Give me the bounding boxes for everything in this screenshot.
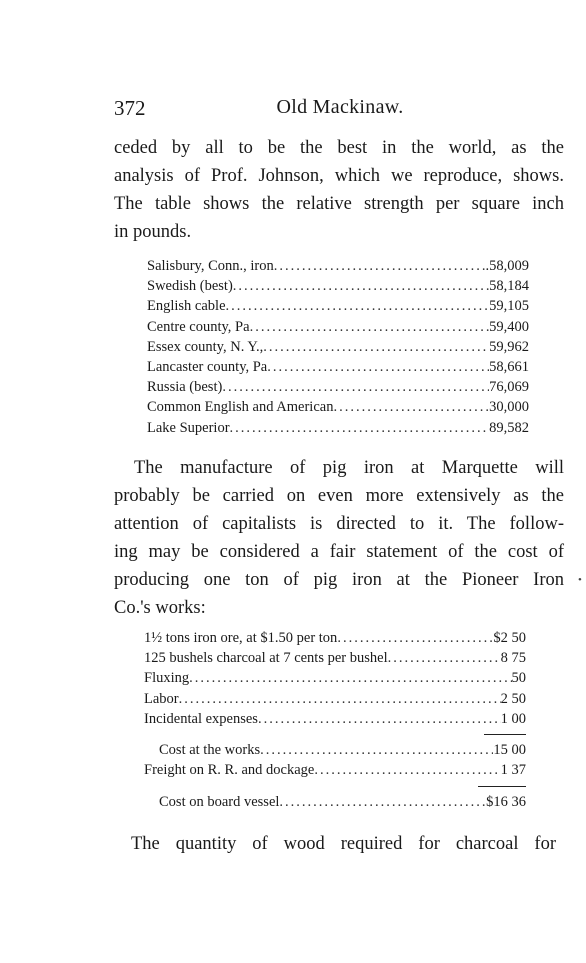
total-row bbox=[144, 792, 526, 812]
row-value: .58,009 bbox=[485, 258, 529, 274]
row-value: 59,400 bbox=[489, 318, 529, 335]
row-label: Salisbury, Conn., iron bbox=[147, 258, 274, 274]
row-label: Lake Superior bbox=[147, 419, 230, 436]
row-value: 89,582 bbox=[489, 419, 529, 436]
text-line: ceded by all to be the best in the world, as the bbox=[114, 138, 564, 158]
row-label: 1½ tons iron ore, at $1.50 per ton bbox=[144, 630, 338, 646]
row-label: Freight on R. R. and dockage bbox=[144, 762, 315, 779]
subtotal-row bbox=[144, 740, 526, 760]
row-value: 30,000 bbox=[489, 399, 529, 416]
table-row bbox=[147, 276, 529, 296]
table-row bbox=[147, 418, 529, 438]
leader-dots bbox=[388, 648, 501, 668]
row-label: Incidental expenses bbox=[144, 710, 258, 727]
table-row bbox=[147, 397, 529, 417]
page-number: 372 bbox=[114, 96, 146, 120]
row-value: 15 00 bbox=[493, 742, 526, 759]
row-label: Swedish (best) bbox=[147, 278, 233, 295]
row-value: 58,661 bbox=[489, 359, 529, 376]
table-row bbox=[144, 709, 526, 729]
text-line: The table shows the relative strength per square inch bbox=[114, 194, 564, 214]
row-label: Lancaster county, Pa bbox=[147, 359, 268, 376]
text-line: The manufacture of pig iron at Marquette will bbox=[134, 458, 564, 478]
row-label: Essex county, N. Y., bbox=[147, 338, 264, 355]
text-line: attention of capitalists is directed to it. The follow- bbox=[114, 514, 564, 534]
table-row bbox=[147, 296, 529, 316]
leader-dots bbox=[179, 689, 501, 709]
text-line: The quantity of wood required for charcoal for bbox=[131, 834, 556, 854]
text-line: analysis of Prof. Johnson, which we reproduce, shows. bbox=[114, 166, 564, 186]
leader-dots bbox=[337, 628, 493, 648]
cost-table bbox=[144, 628, 526, 813]
sum-rule bbox=[478, 786, 526, 787]
row-value: 50 bbox=[511, 670, 526, 687]
table-row bbox=[147, 357, 529, 377]
table-row bbox=[144, 668, 526, 688]
leader-dots bbox=[222, 377, 489, 397]
table-row bbox=[147, 256, 529, 276]
row-value: 76,069 bbox=[489, 379, 529, 396]
row-label: Cost at the works bbox=[159, 742, 261, 759]
margin-mark: • bbox=[578, 574, 582, 586]
table-row bbox=[147, 377, 529, 397]
leader-dots bbox=[230, 418, 490, 438]
table-row bbox=[144, 628, 526, 648]
leader-dots bbox=[258, 709, 501, 729]
paragraph-intro bbox=[114, 134, 564, 246]
row-label: Cost on board vessel bbox=[159, 794, 280, 811]
row-value: 58,184 bbox=[489, 278, 529, 295]
leader-dots bbox=[314, 760, 500, 780]
running-title: Old Mackinaw. bbox=[276, 96, 404, 118]
leader-dots bbox=[263, 337, 489, 357]
table-row bbox=[147, 317, 529, 337]
leader-dots bbox=[189, 668, 511, 688]
row-value: 59,962 bbox=[489, 338, 529, 355]
paragraph-wood bbox=[131, 830, 556, 858]
leader-dots bbox=[233, 276, 489, 296]
text-line: probably be carried on even more extensively as the bbox=[114, 486, 564, 506]
text-line: producing one ton of pig iron at the Pioneer Iron bbox=[114, 570, 564, 590]
row-label: 125 bushels charcoal at 7 cents per bushel bbox=[144, 650, 388, 667]
leader-dots bbox=[250, 317, 490, 337]
row-value: 8 75 bbox=[500, 650, 526, 667]
row-label: Labor bbox=[144, 690, 179, 707]
leader-dots bbox=[279, 792, 486, 812]
text-line: in pounds. bbox=[114, 222, 192, 242]
leader-dots bbox=[333, 397, 489, 417]
row-label: English cable bbox=[147, 298, 226, 315]
row-value: $2 50 bbox=[493, 630, 526, 646]
row-label: Fluxing bbox=[144, 670, 190, 687]
table-row bbox=[144, 760, 526, 780]
row-label: Centre county, Pa bbox=[147, 318, 250, 335]
row-label: Russia (best) bbox=[147, 379, 223, 396]
table-row bbox=[144, 648, 526, 668]
table-row bbox=[147, 337, 529, 357]
row-value: 2 50 bbox=[500, 690, 526, 707]
text-line: Co.'s works: bbox=[114, 598, 206, 618]
sum-rule bbox=[484, 734, 526, 735]
row-value: 59,105 bbox=[489, 298, 529, 315]
text-line: ing may be considered a fair statement of the cost of bbox=[114, 542, 564, 562]
table-row bbox=[144, 689, 526, 709]
leader-dots bbox=[267, 357, 489, 377]
leader-dots bbox=[226, 296, 490, 316]
row-label: Common English and American bbox=[147, 399, 334, 416]
strength-table bbox=[147, 256, 529, 438]
paragraph-manufacture bbox=[114, 454, 564, 622]
leader-dots bbox=[274, 256, 486, 276]
row-value: 1 37 bbox=[500, 762, 526, 779]
row-value: 1 00 bbox=[500, 710, 526, 727]
leader-dots bbox=[260, 740, 493, 760]
row-value: $16 36 bbox=[486, 794, 526, 811]
